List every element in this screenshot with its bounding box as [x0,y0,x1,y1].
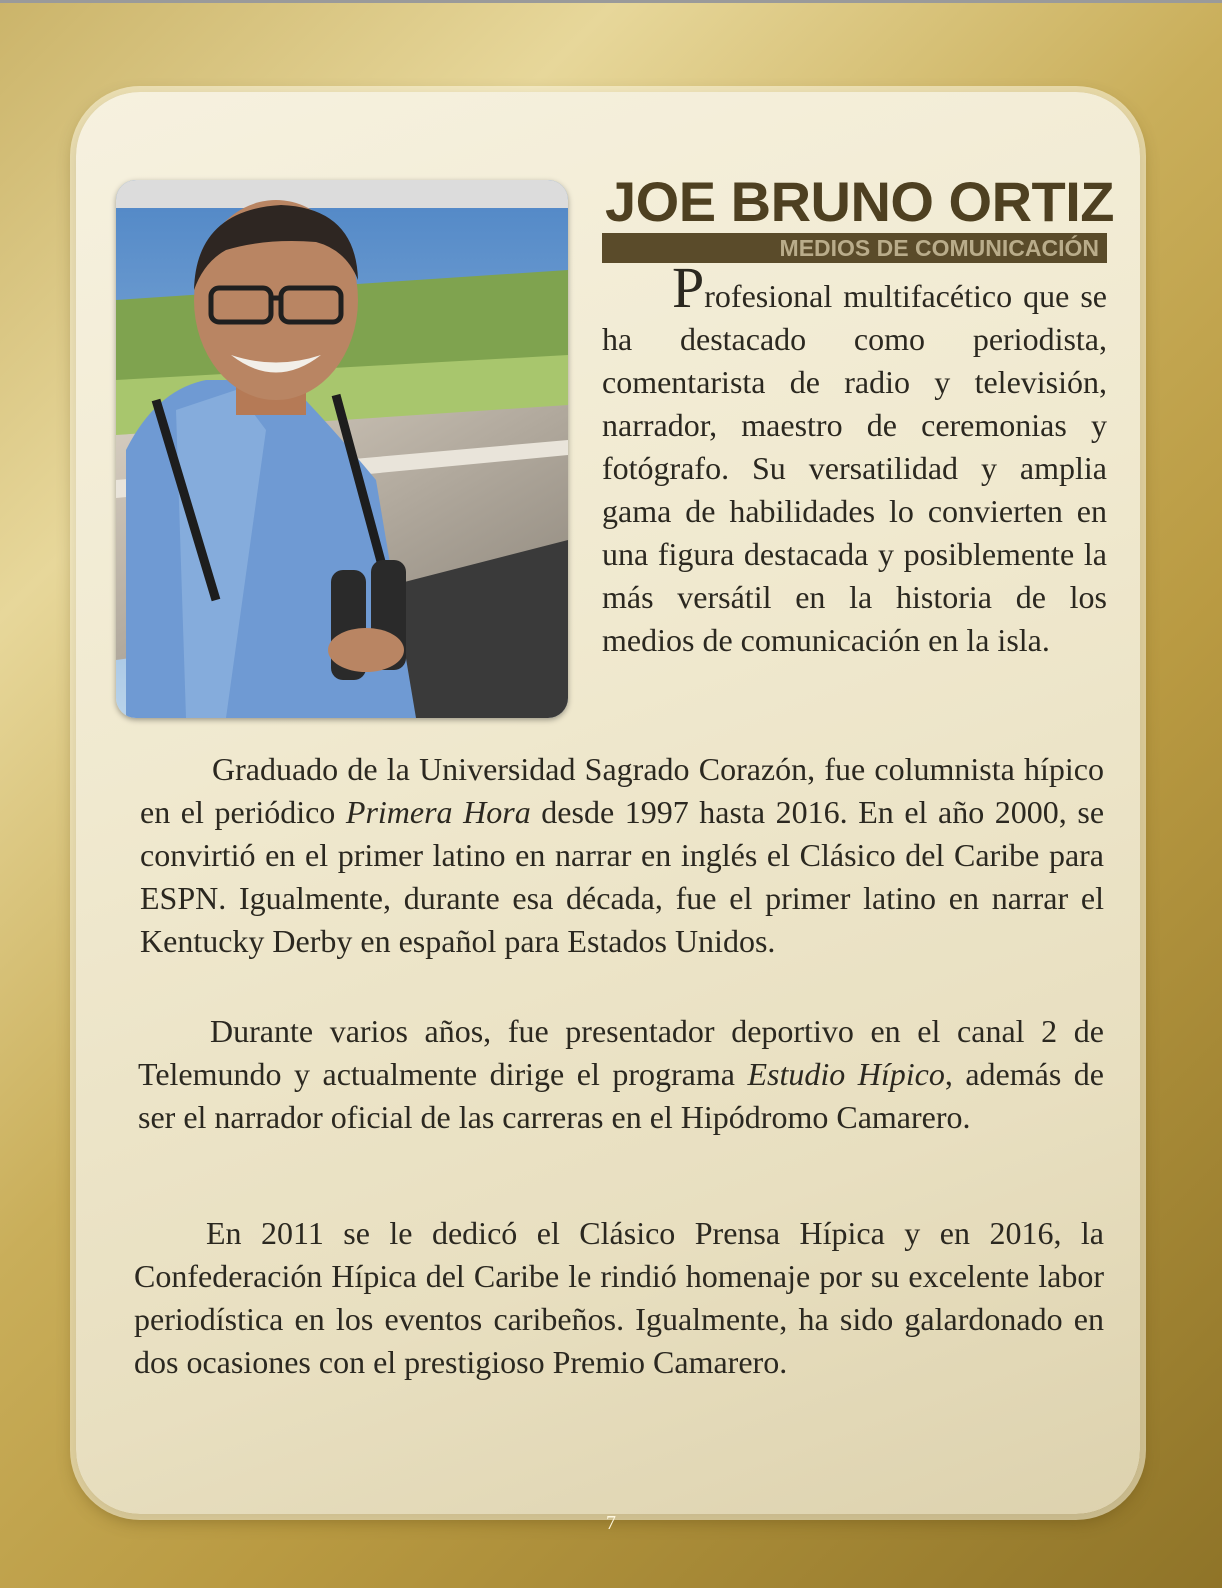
portrait-photo-icon [116,180,568,718]
newspaper-title: Primera Hora [345,794,531,830]
bio-paragraph-2-b: desde 1997 hasta 2016. En el año 2000, se convirtió en el primer latino en narrar en inglés el Clásico del Caribe para ESPN. Igualmente, durante esa década, fue el primer latino en narrar el Kentucky Derby en español para Estados Unidos. [140,794,1105,959]
drop-cap: P [672,255,705,320]
category-banner: MEDIOS DE COMUNICACIÓN [602,233,1107,263]
bio-paragraph-1-text: rofesional multifacético que se ha destacado como periodista, comentarista de radio y televisión, narrador, maestro de ceremonias y fotógrafo. Su versatilidad y amplia gama de habilidades lo convierten en una figura destacada y posiblemente la más versátil en la historia de los medios de comunicación en la isla. [602,278,1107,658]
bio-paragraph-2-a: Graduado de la Universidad Sagrado Corazón, fue columnista hípico en el periódico [140,751,1104,830]
top-border-line [0,0,1222,3]
page-number: 7 [606,1512,616,1534]
bio-paragraph-4: En 2011 se le dedicó el Clásico Prensa Hípica y en 2016, la Confederación Hípica del Caribe le rindió homenaje por su excelente labor periodística en los eventos caribeños. Igualmente, ha sido galardonado en dos ocasiones con el prestigioso Premio Camarero. [134,1215,1104,1380]
person-name: JOE BRUNO ORTIZ [605,170,1114,233]
program-title: Estudio Hípico [747,1056,945,1092]
bio-paragraph-1 [602,255,1107,662]
bio-paragraph-3-b: , además de ser el narrador oficial de las carreras en el Hipódromo Camarero. [138,1056,1105,1135]
bio-paragraph-3 [138,1010,1104,1139]
bio-paragraph-2 [140,748,1104,963]
bio-paragraph-3-a: Durante varios años, fue presentador deportivo en el canal 2 de Telemundo y actualmente dirige el programa [138,1013,1104,1092]
